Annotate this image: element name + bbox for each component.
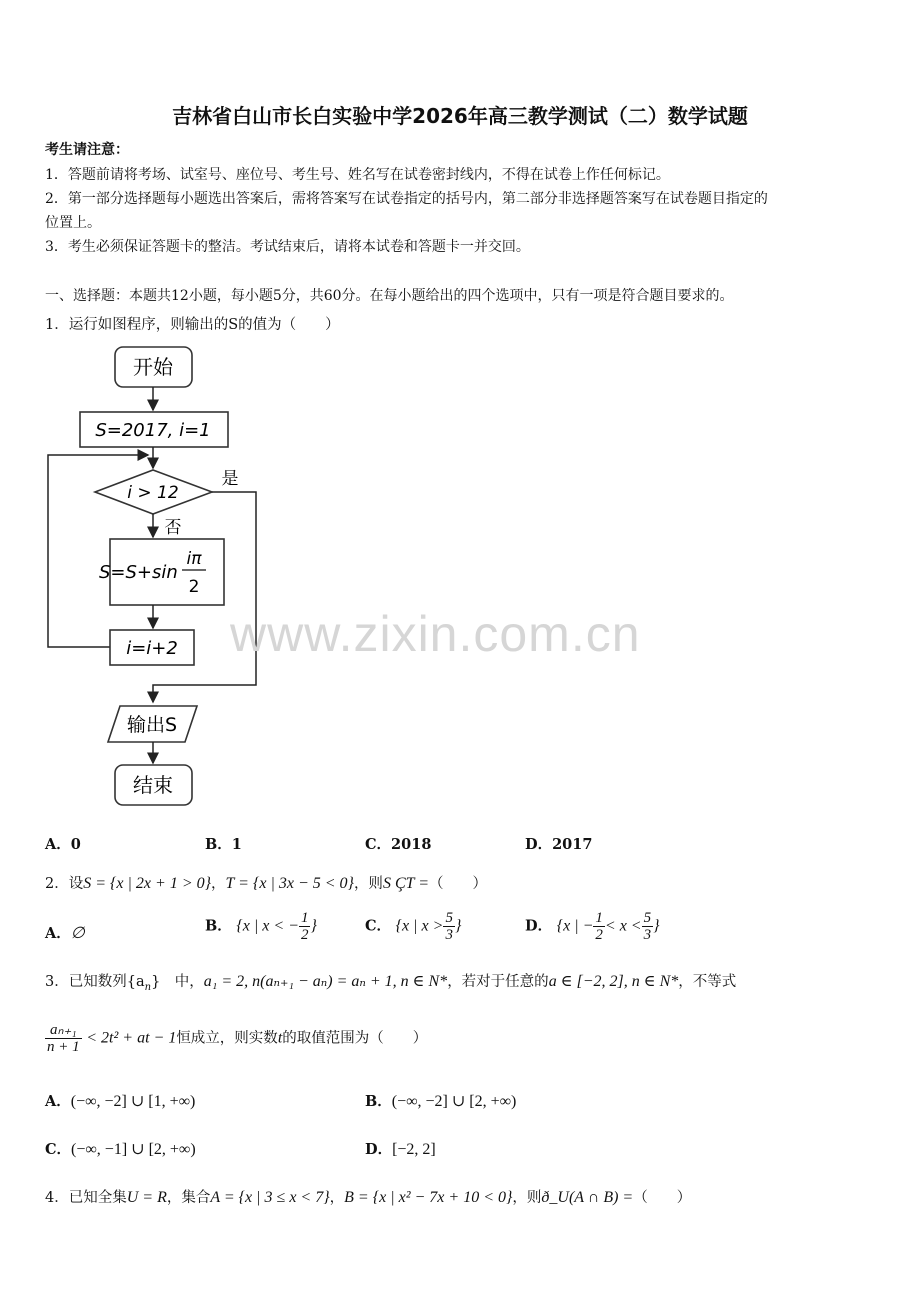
q1-option-c: C．2018 — [365, 836, 432, 853]
flow-yes-label: 是 — [221, 469, 239, 489]
notice-item: 3．考生必须保证答题卡的整洁。考试结束后，请将本试卷和答题卡一并交回。 — [45, 239, 530, 255]
question-3-stem-line2: $\frac{\text{aₙ₊₁}}{n + 1}$ < 2t² + at − 1恒成立，则实数t的取值范围为（ ） — [47, 1022, 428, 1055]
flow-end-label: 结束 — [133, 773, 173, 797]
q2-option-c: C． {x | x > $\frac{5}{3}$ } — [365, 910, 462, 943]
q3-option-b: B．(−∞, −2] ∪ [2, +∞) — [365, 1093, 517, 1110]
q2-option-b: B． {x | x < − $\frac{1}{2}$ } — [205, 910, 317, 943]
q1-option-b: B．1 — [205, 836, 242, 853]
watermark: www.zixin.com.cn — [230, 606, 641, 662]
flow-start-label: 开始 — [133, 355, 173, 379]
q3-option-d: D．[−2, 2] — [365, 1141, 436, 1158]
q1-option-a: A．0 — [45, 836, 81, 853]
flow-body-denominator: 2 — [188, 577, 200, 597]
flow-output-label: 输出S — [126, 714, 178, 736]
question-1-stem: 1．运行如图程序，则输出的S的值为（ ） — [45, 317, 340, 333]
question-3-stem: 3．已知数列$\{a_n\}$ 中，a₁ = 2, n(aₙ₊₁ − aₙ) = aₙ + 1, n ∈ N*，若对于任意的a ∈ [−2, 2], n ∈ N*，不等式 — [45, 973, 737, 993]
q3-option-a: A．(−∞, −2] ∪ [1, +∞) — [45, 1093, 196, 1110]
notice-item: 2．第一部分选择题每小题选出答案后，需将答案写在试卷指定的括号内，第二部分非选择题答案写在试卷题目指定的 — [45, 191, 768, 207]
q2-option-a: A．∅ — [45, 925, 85, 942]
flow-increment-label: i=i+2 — [126, 638, 178, 659]
q1-option-d: D．2017 — [525, 836, 593, 853]
flow-body-numerator: iπ — [186, 549, 202, 569]
section-heading: 一、选择题：本题共12小题，每小题5分，共60分。在每小题给出的四个选项中，只有一项是符合题目要求的。 — [45, 288, 734, 304]
question-4-stem: 4．已知全集U = R，集合A = {x | 3 ≤ x < 7}，B = {x | x² − 7x + 10 < 0}，则ð_U(A ∩ B) =（ ） — [45, 1189, 692, 1206]
notice-heading: 考生请注意： — [45, 142, 129, 158]
question-2-stem: 2．设S = {x | 2x + 1 > 0}，T = {x | 3x − 5 < 0}，则S ÇT =（ ） — [45, 875, 488, 892]
notice-item: 1．答题前请将考场、试室号、座位号、考生号、姓名写在试卷密封线内，不得在试卷上作任何标记。 — [45, 167, 670, 183]
flow-no-label: 否 — [164, 518, 182, 538]
flowchart — [40, 340, 280, 820]
page-title: 吉林省白山市长白实验中学2026年高三教学测试（二）数学试题 — [172, 104, 748, 128]
flow-init-label: S=2017, i=1 — [95, 420, 211, 441]
notice-item: 位置上。 — [45, 215, 101, 231]
flow-body-label: S=S+sin — [99, 562, 178, 583]
flow-condition-label: i > 12 — [127, 483, 179, 503]
q3-option-c: C．(−∞, −1] ∪ [2, +∞) — [45, 1141, 196, 1158]
q2-option-d: D． {x | − $\frac{1}{2}$ < x < $\frac{5}{3}$ } — [525, 910, 660, 943]
